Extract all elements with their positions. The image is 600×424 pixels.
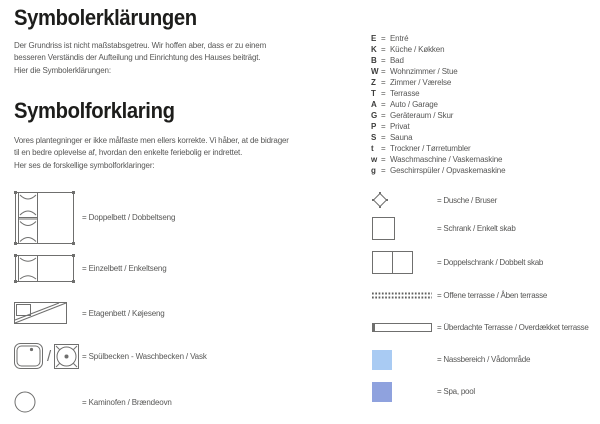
sink-icons (14, 343, 82, 369)
code-key: G (371, 111, 378, 120)
code-row (371, 88, 505, 99)
paragraph-line: Her ses de forskellige symbolforklaringer: (14, 160, 155, 170)
legend-label: = Dusche / Bruser (437, 195, 497, 205)
equals-sign: = (381, 67, 386, 76)
code-label: Küche / Køkken (390, 45, 445, 54)
legend-row-double-bed (14, 190, 175, 245)
paragraph-line: til en bedre oplevelse af, hvordan den enkelte feriebolig er indrettet. (14, 148, 243, 158)
wood-stove-icon (14, 391, 82, 413)
equals-sign: = (381, 166, 386, 175)
legend-row-spa-pool (372, 381, 475, 402)
legend-label: = Etagenbett / Køjeseng (82, 308, 165, 318)
equals-sign: = (381, 56, 386, 65)
legend-label: = Spa, pool (437, 387, 475, 396)
code-row (371, 165, 505, 176)
equals-sign: = (381, 155, 386, 164)
paragraph-line: besseren Verständis der Aufteilung und Einrichtung des Hauses beiträgt. (14, 53, 261, 63)
intro-paragraph-german (14, 40, 266, 77)
legend-label: = Schrank / Enkelt skab (437, 224, 516, 233)
legend-label: = Doppelbett / Dobbeltseng (82, 213, 176, 222)
code-label: Zimmer / Værelse (390, 78, 452, 87)
code-row (371, 121, 505, 132)
paragraph-line: Der Grundriss ist nicht maßstabsgetreu. Wir hoffen aber, dass er zu einem (14, 41, 267, 50)
legend-label: = Doppelschrank / Dobbelt skab (437, 258, 544, 267)
dotted-line-icon (372, 292, 437, 300)
equals-sign: = (381, 78, 386, 87)
legend-row-wet-area (372, 349, 530, 370)
legend-row-shower (372, 192, 497, 208)
equals-sign: = (381, 133, 386, 142)
legend-row-double-cabinet (372, 251, 543, 274)
legend-label: = Einzelbett / Enkeltseng (82, 264, 167, 273)
code-label: Terrasse (390, 89, 420, 98)
code-label: Waschmaschine / Vaskemaskine (390, 155, 503, 164)
legend-row-sink (14, 342, 207, 370)
single-bed-icon (14, 254, 82, 283)
shower-diamond-icon (372, 192, 437, 208)
room-code-list (371, 33, 505, 176)
pool-square-icon (372, 382, 437, 402)
washbasin-icon (54, 344, 79, 369)
legend-label: = Nassbereich / Vådområde (437, 355, 531, 364)
code-label: Entré (390, 34, 409, 43)
wet-area-square-icon (372, 350, 437, 370)
code-row (371, 110, 505, 121)
code-row (371, 154, 505, 165)
paragraph-line: Hier die Symbolerklärungen: (14, 65, 111, 75)
code-key: P (371, 122, 377, 131)
legend-row-stove (14, 391, 172, 413)
bunk-bed-icon (14, 302, 82, 324)
legend-label: = Spülbecken - Waschbecken / Vask (82, 351, 207, 361)
legend-label: = Offene terrasse / Åben terrasse (437, 291, 548, 300)
code-row (371, 44, 505, 55)
code-key: t (371, 144, 374, 153)
equals-sign: = (381, 144, 386, 153)
page-title-german: Symbolerklärungen (14, 5, 197, 30)
code-label: Auto / Garage (390, 100, 438, 109)
code-row (371, 99, 505, 110)
intro-paragraph-danish (14, 135, 289, 172)
code-label: Trockner / Tørretumbler (390, 144, 471, 153)
code-key: Z (371, 78, 376, 87)
outlined-bar-icon (372, 323, 437, 332)
equals-sign: = (381, 89, 386, 98)
legend-row-covered-terrace (372, 323, 589, 332)
equals-sign: = (381, 100, 386, 109)
code-row (371, 143, 505, 154)
code-key: E (371, 34, 377, 43)
code-label: Sauna (390, 133, 413, 142)
code-row (371, 66, 505, 77)
legend-label: = Kaminofen / Brændeovn (82, 397, 172, 407)
code-row (371, 55, 505, 66)
code-key: T (371, 89, 376, 98)
kitchen-sink-icon (14, 343, 43, 369)
code-label: Wohnzimmer / Stue (390, 67, 458, 76)
legend-row-open-terrace (372, 291, 547, 300)
single-cabinet-icon (372, 217, 437, 240)
legend-row-single-cabinet (372, 217, 516, 240)
code-key: K (371, 45, 377, 54)
double-cabinet-icon (372, 251, 437, 274)
equals-sign: = (381, 122, 386, 131)
code-row (371, 77, 505, 88)
code-key: S (371, 133, 377, 142)
code-key: A (371, 100, 377, 109)
code-label: Geräteraum / Skur (390, 111, 454, 120)
code-label: Geschirrspüler / Opvaskemaskine (390, 166, 506, 175)
legend-row-single-bed (14, 254, 167, 283)
slash-separator: / (47, 347, 52, 365)
equals-sign: = (381, 45, 386, 54)
code-key: W (371, 67, 379, 76)
code-row (371, 132, 505, 143)
code-key: B (371, 56, 377, 65)
code-key: g (371, 166, 376, 175)
equals-sign: = (381, 111, 386, 120)
equals-sign: = (381, 34, 386, 43)
code-label: Bad (390, 56, 404, 65)
double-bed-icon (14, 191, 82, 245)
page-title-danish: Symbolforklaring (14, 98, 175, 123)
paragraph-line: Vores plantegninger er ikke målfaste men ellers korrekte. Vi håber, at de bidrager (14, 136, 289, 145)
legend-row-bunk-bed (14, 302, 165, 324)
legend-label: = Überdachte Terrasse / Overdækket terrasse (437, 323, 589, 332)
code-label: Privat (390, 122, 410, 131)
code-key: w (371, 155, 378, 164)
code-row (371, 33, 505, 44)
